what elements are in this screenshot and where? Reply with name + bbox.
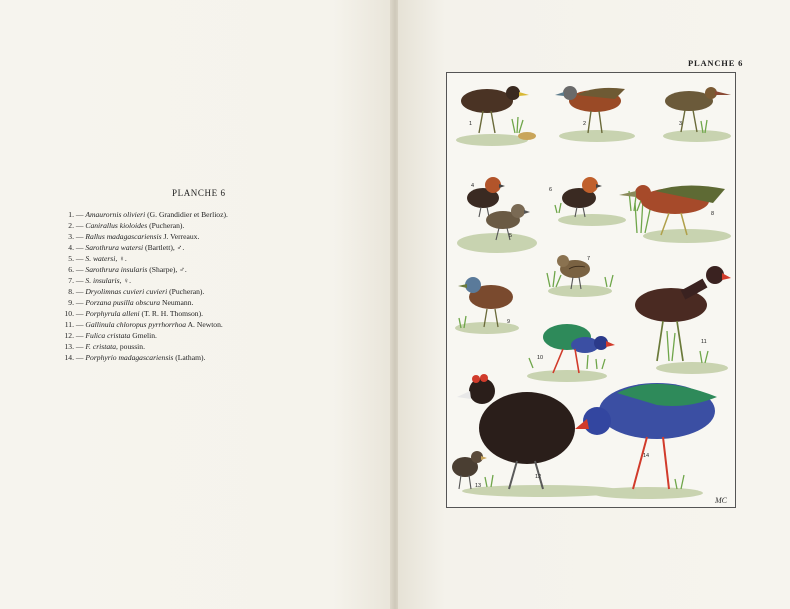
bird-illustration-icon [665, 87, 731, 132]
legend-item: 12. — Fulica cristata Gmelin. [64, 331, 157, 340]
legend-item: 3. — Rallus madagascariensis J. Verreaux. [68, 232, 200, 241]
svg-text:9: 9 [507, 319, 511, 325]
svg-text:11: 11 [701, 339, 707, 345]
legend-item: 7. — S. insularis, ♀. [68, 276, 131, 285]
svg-text:6: 6 [549, 187, 553, 193]
bird-illustration-icon [635, 266, 731, 361]
legend-item: 2. — Canirallus kioloides (Pucheran). [68, 221, 185, 230]
bird-illustration-icon [458, 277, 513, 327]
svg-text:1: 1 [469, 121, 473, 127]
svg-text:12: 12 [535, 474, 542, 480]
svg-text:8: 8 [711, 211, 715, 217]
legend-list [60, 209, 228, 363]
svg-text:10: 10 [537, 355, 544, 361]
bird-illustration-icon [452, 451, 487, 489]
svg-text:2: 2 [583, 121, 587, 127]
svg-text:5: 5 [509, 233, 513, 239]
legend-item: 14. — Porphyrio madagascariensis (Latham). [64, 353, 206, 362]
svg-text:13: 13 [475, 483, 482, 489]
svg-text:7: 7 [587, 256, 591, 262]
legend-item: 8. — Dryolimnas cuvieri cuvieri (Pucheran). [68, 287, 205, 296]
legend-item: 1. — Amaurornis olivieri (G. Grandidier et Berlioz). [68, 210, 228, 219]
svg-text:4: 4 [471, 183, 475, 189]
bird-illustration-icon [555, 86, 625, 133]
bird-illustration-icon [557, 255, 590, 289]
legend-item: 9. — Porzana pusilla obscura Neumann. [68, 298, 194, 307]
legend-item: 6. — Sarothrura insularis (Sharpe), ♂. [68, 265, 187, 274]
svg-text:14: 14 [643, 453, 650, 459]
legend-item: 13. — F. cristata, poussin. [64, 342, 145, 351]
artist-monogram: MC [715, 496, 727, 505]
legend-item: 11. — Gallinula chloropus pyrrhorrhoa A. Newton. [64, 320, 223, 329]
plate-illustration [447, 73, 735, 507]
legend-item: 4. — Sarothrura watersi (Bartlett), ♂. [68, 243, 185, 252]
bird-illustration-icon [575, 383, 717, 489]
bird-illustration-icon [562, 177, 602, 217]
legend-item: 5. — S. watersi, ♀. [68, 254, 127, 263]
plate-header: PLANCHE 6 [688, 58, 744, 68]
legend-title: PLANCHE 6 [172, 188, 226, 198]
bird-illustration-icon [461, 86, 536, 140]
left-page [0, 0, 392, 609]
legend-item: 10. — Porphyrula alleni (T. R. H. Thomson). [64, 309, 204, 318]
color-plate [446, 72, 736, 508]
bird-illustration-icon [543, 324, 615, 373]
svg-text:3: 3 [679, 121, 683, 127]
